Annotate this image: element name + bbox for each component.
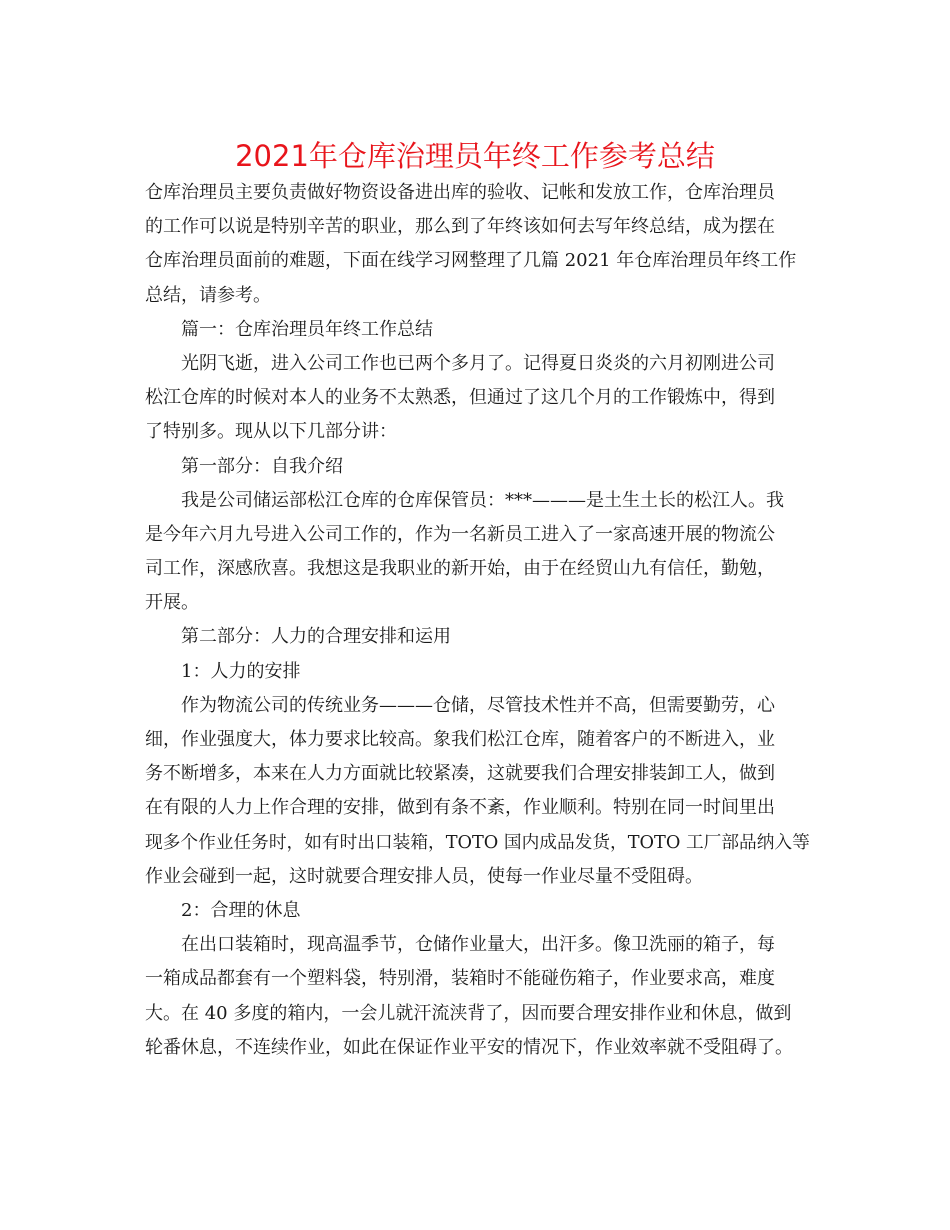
- text-line: 开展。: [145, 592, 199, 614]
- text-line: 细，作业强度大，体力要求比较高。象我们松江仓库，随着客户的不断进入，业: [145, 729, 775, 750]
- text-line: 我是公司储运部松江仓库的仓库保管员：***———是土生土长的松江人。我: [181, 489, 784, 511]
- text-line: 一箱成品都套有一个塑料袋，特别滑，装箱时不能碰伤箱子，作业要求高，难度: [145, 968, 775, 990]
- text-line: 轮番休息，不连续作业，如此在保证作业平安的情况下，作业效率就不受阻碍了。: [145, 1036, 793, 1058]
- text-line: 光阴飞逝，进入公司工作也已两个多月了。记得夏日炎炎的六月初刚进公司: [181, 352, 775, 374]
- text-line: 司工作，深感欣喜。我想这是我职业的新开始，由于在经贸山九有信任，勤勉，: [145, 558, 775, 580]
- text-line: 在有限的人力上作合理的安排，做到有条不紊，作业顺利。特别在同一时间里出: [145, 797, 775, 819]
- text-line: 第一部分：自我介绍: [181, 455, 343, 477]
- document-title: 2021年仓库治理员年终工作参考总结: [235, 139, 715, 173]
- document-body: [145, 176, 811, 1065]
- text-line: 务不断增多，本来在人力方面就比较紧凑，这就要我们合理安排装卸工人，做到: [145, 763, 775, 785]
- text-line: 作为物流公司的传统业务———仓储，尽管技术性并不高，但需要勤劳，心: [181, 694, 775, 716]
- text-line: 大。在 40 多度的箱内，一会儿就汗流浃背了，因而要合理安排作业和休息，做到: [145, 1002, 792, 1024]
- text-line: 现多个作业任务时，如有时出口装箱，TOTO 国内成品发货，TOTO 工厂部品纳入等: [145, 832, 810, 853]
- text-line: 松江仓库的时候对本人的业务不太熟悉，但通过了这几个月的工作锻炼中，得到: [145, 387, 775, 409]
- text-line: 是今年六月九号进入公司工作的，作为一名新员工进入了一家高速开展的物流公: [145, 523, 775, 545]
- text-line: 2：合理的休息: [181, 899, 301, 921]
- text-line: 仓库治理员面前的难题，下面在线学习网整理了几篇 2021 年仓库治理员年终工作: [145, 250, 797, 272]
- text-line: 的工作可以说是特别辛苦的职业，那么到了年终该如何去写年终总结，成为摆在: [145, 216, 775, 238]
- text-line: 篇一：仓库治理员年终工作总结: [181, 318, 433, 340]
- text-line: 了特别多。现从以下几部分讲：: [145, 421, 397, 443]
- text-line: 1：人力的安排: [181, 660, 301, 682]
- text-line: 仓库治理员主要负责做好物资设备进出库的验收、记帐和发放工作，仓库治理员: [145, 182, 775, 203]
- text-line: 总结，请参考。: [145, 284, 271, 306]
- text-line: 作业会碰到一起，这时就要合理安排人员，使每一作业尽量不受阻碍。: [145, 865, 703, 887]
- text-line: 在出口装箱时，现高温季节，仓储作业量大，出汗多。像卫洗丽的箱子，每: [181, 934, 775, 956]
- text-line: 第二部分：人力的合理安排和运用: [181, 626, 451, 648]
